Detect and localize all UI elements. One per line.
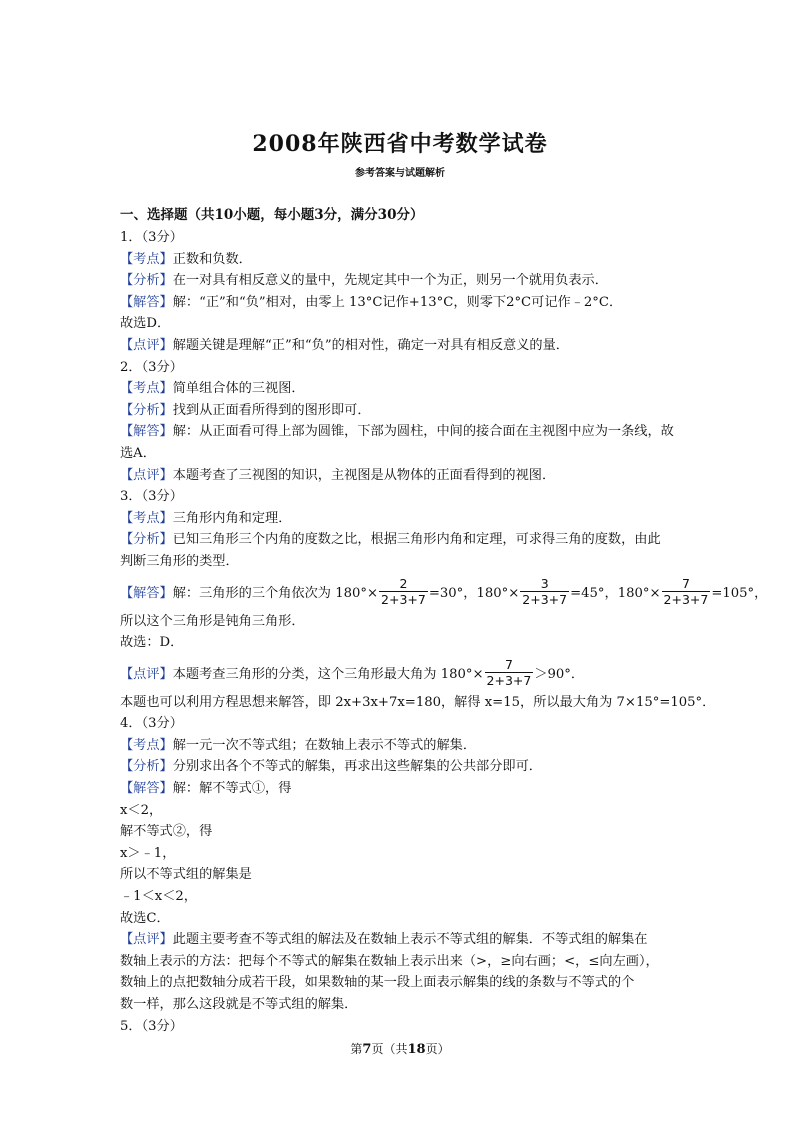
q3-dianping-suffix: ＞90°． xyxy=(534,667,585,683)
jieda-tag: 【解答】 xyxy=(120,294,173,310)
dianping-tag: 【点评】 xyxy=(120,667,173,683)
equation-part: =45°，180°× xyxy=(570,586,661,601)
q2-jieda-cont: 选A． xyxy=(120,445,156,461)
fraction xyxy=(520,576,569,607)
q4-dianping-cont: 数一样，那么这段就是不等式组的解集． xyxy=(120,997,358,1012)
dianping-tag: 【点评】 xyxy=(120,467,173,483)
q2-jieda-text: 解：从正面看可得上部为圆锥，下部为圆柱，中间的接合面在主视图中应为一条线，故 xyxy=(172,424,674,440)
fraction xyxy=(485,657,534,688)
q4-step: 所以不等式组的解集是 xyxy=(120,867,252,883)
fraction-denominator: 2+3+7 xyxy=(663,592,709,607)
fraction-denominator: 2+3+7 xyxy=(522,592,568,607)
fraction-numerator: 3 xyxy=(540,576,549,591)
q4-step: x＜2， xyxy=(120,802,163,818)
q3-conclusion: 故选：D． xyxy=(120,635,184,651)
q4-fenxi xyxy=(120,756,688,778)
q5-number: 5．（3分） xyxy=(120,1018,183,1034)
footer-prefix: 第 xyxy=(350,1042,363,1056)
q4-kaodian-text: 解一元一次不等式组；在数轴上表示不等式的解集． xyxy=(172,737,477,753)
q3-extra: 本题也可以利用方程思想来解答，即 2x+3x+7x=180，解得 x=15，所以最大角为 7×15°=105°． xyxy=(120,694,716,710)
q3-jieda-cont: 所以这个三角形是钝角三角形． xyxy=(120,613,305,629)
kaodian-tag: 【考点】 xyxy=(120,737,173,753)
answer-content xyxy=(120,204,768,1037)
q4-dianping-cont: 数轴上表示的方法：把每个不等式的解集在数轴上表示出来（>，≥向右画；<，≤向左画）， xyxy=(120,953,659,969)
q4-fenxi-text: 分别求出各个不等式的解集，再求出这些解集的公共部分即可． xyxy=(172,759,542,775)
q4-dianping xyxy=(120,929,688,951)
fraction xyxy=(662,576,711,607)
q4-kaodian xyxy=(120,735,688,757)
q2-dianping xyxy=(120,465,688,487)
footer-suffix: 页） xyxy=(425,1042,450,1056)
fraction-numerator: 7 xyxy=(681,576,690,591)
section-heading: 一、选择题（共10小题，每小题3分，满分30分） xyxy=(120,207,424,223)
equation-part: =105°， xyxy=(711,586,768,601)
equation-part: =30°，180°× xyxy=(428,586,520,601)
footer-page-number: 7 xyxy=(362,1042,372,1057)
q2-fenxi xyxy=(120,400,688,422)
q1-fenxi-text: 在一对具有相反意义的量中，先规定其中一个为正，则另一个就用负表示． xyxy=(172,273,608,289)
q2-fenxi-text: 找到从正面看所得到的图形即可． xyxy=(172,402,371,418)
fraction xyxy=(379,576,428,607)
q4-conclusion: 故选C． xyxy=(120,910,170,926)
footer-middle: 页（共 xyxy=(371,1042,408,1056)
q1-number: 1．（3分） xyxy=(120,230,183,245)
q3-fenxi-text: 已知三角形三个内角的度数之比，根据三角形内角和定理，可求得三角的度数，由此 xyxy=(172,532,661,548)
q3-dianping xyxy=(120,654,688,692)
fraction-numerator: 2 xyxy=(399,576,408,591)
kaodian-tag: 【考点】 xyxy=(120,251,173,267)
page-footer xyxy=(0,1040,800,1057)
q4-step: ﹣1＜x＜2， xyxy=(120,889,197,905)
page-title: 2008年陕西省中考数学试卷 xyxy=(252,131,548,157)
q3-dianping-prefix: 本题考查三角形的分类，这个三角形最大角为 180°× xyxy=(172,667,484,683)
fraction-denominator: 2+3+7 xyxy=(486,673,532,689)
q1-jieda xyxy=(120,292,688,314)
q3-fenxi-cont: 判断三角形的类型． xyxy=(120,553,239,569)
q1-kaodian-text: 正数和负数． xyxy=(172,251,252,267)
q3-jieda xyxy=(120,573,768,611)
q1-dianping-text: 解题关键是理解“正”和“负”的相对性，确定一对具有相反意义的量． xyxy=(172,337,569,353)
q1-fenxi xyxy=(120,270,688,292)
kaodian-tag: 【考点】 xyxy=(120,510,173,526)
q1-dianping xyxy=(120,335,688,357)
fenxi-tag: 【分析】 xyxy=(120,273,173,289)
q4-jieda-text: 解：解不等式①，得 xyxy=(172,781,292,797)
q1-kaodian xyxy=(120,249,688,271)
dianping-tag: 【点评】 xyxy=(120,932,173,948)
q3-number: 3．（3分） xyxy=(120,489,183,505)
q2-dianping-text: 本题考查了三视图的知识，主视图是从物体的正面看得到的视图． xyxy=(172,467,556,483)
fraction-numerator: 7 xyxy=(504,657,513,673)
q4-jieda xyxy=(120,778,688,800)
fraction-denominator: 2+3+7 xyxy=(381,592,426,607)
jieda-tag: 【解答】 xyxy=(120,424,173,440)
q3-fenxi xyxy=(120,529,688,551)
q3-kaodian-text: 三角形内角和定理． xyxy=(172,510,292,526)
q2-kaodian xyxy=(120,378,688,400)
page-subtitle: 参考答案与试题解析 xyxy=(355,168,445,179)
q4-step: x＞﹣1， xyxy=(120,845,176,861)
q1-conclusion: 故选D． xyxy=(120,316,171,332)
q2-jieda xyxy=(120,421,688,443)
footer-total-pages: 18 xyxy=(407,1042,426,1057)
jieda-tag: 【解答】 xyxy=(120,781,173,797)
dianping-tag: 【点评】 xyxy=(120,337,173,353)
q3-jieda-prefix: 解：三角形的三个角依次为 180°× xyxy=(172,586,379,601)
fenxi-tag: 【分析】 xyxy=(120,532,173,548)
q4-dianping-text: 此题主要考查不等式组的解法及在数轴上表示不等式组的解集．不等式组的解集在 xyxy=(172,932,648,948)
q2-number: 2．（3分） xyxy=(120,359,183,375)
fenxi-tag: 【分析】 xyxy=(120,402,173,418)
q4-step: 解不等式②，得 xyxy=(120,824,213,840)
q2-kaodian-text: 简单组合体的三视图． xyxy=(172,381,305,397)
kaodian-tag: 【考点】 xyxy=(120,381,173,397)
q4-dianping-cont: 数轴上的点把数轴分成若干段，如果数轴的某一段上面表示解集的线的条数与不等式的个 xyxy=(120,975,635,991)
q3-kaodian xyxy=(120,508,688,530)
jieda-tag: 【解答】 xyxy=(120,586,173,601)
q4-number: 4．（3分） xyxy=(120,716,183,732)
fenxi-tag: 【分析】 xyxy=(120,759,173,775)
q1-jieda-text: 解：“正”和“负”相对，由零上 13°C记作+13°C，则零下2°C可记作﹣2°C． xyxy=(172,294,623,310)
